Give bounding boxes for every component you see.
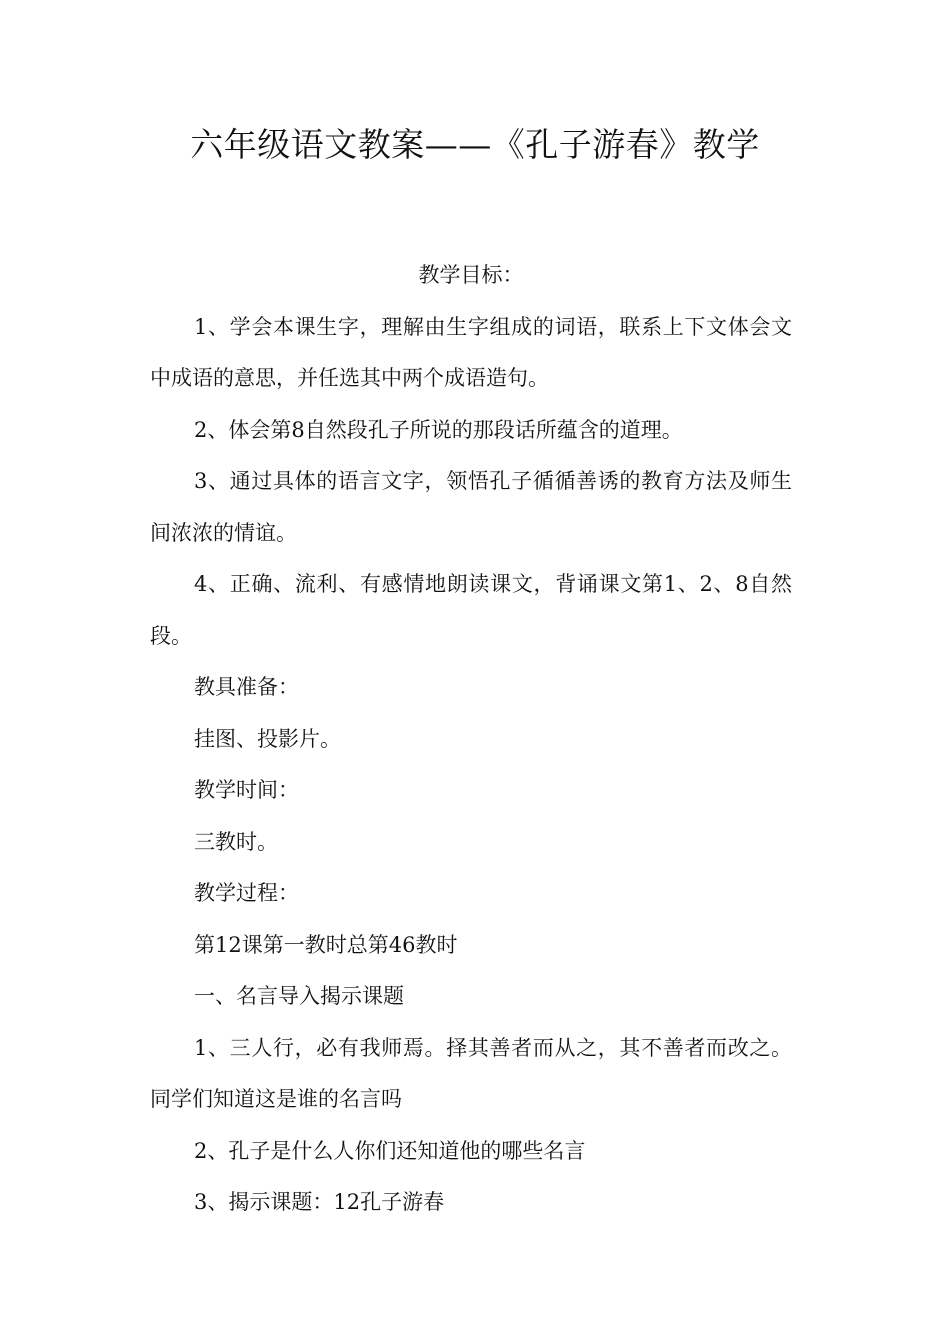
- time-text: 三教时。: [194, 829, 278, 854]
- process-item: 3、揭示课题：12孔子游春: [194, 1190, 445, 1214]
- lesson-info: 第12课第一教时总第46教时: [194, 932, 458, 957]
- objective-item: 1、学会本课生字，理解由生字组成的词语，联系上下文体会文中成语的意思，并任选其中两个成语造句。: [150, 314, 792, 390]
- section-heading-process: 教学过程：: [194, 881, 299, 905]
- document-title: 六年级语文教案——《孔子游春》教学: [190, 125, 760, 164]
- section-heading-objectives: 教学目标：: [418, 263, 524, 287]
- process-item: 1、三人行，必有我师焉。择其善者而从之，其不善者而改之。同学们知道这是谁的名言吗: [150, 1035, 792, 1111]
- document-body: [150, 250, 792, 1229]
- process-step-heading: 一、名言导入揭示课题: [194, 984, 404, 1008]
- objective-item: 4、正确、流利、有感情地朗读课文，背诵课文第1、2、8自然段。: [150, 572, 792, 648]
- objective-item: 3、通过具体的语言文字，领悟孔子循循善诱的教育方法及师生间浓浓的情谊。: [150, 469, 792, 545]
- materials-text: 挂图、投影片。: [194, 726, 341, 751]
- section-heading-time: 教学时间：: [194, 778, 299, 802]
- process-item: 2、孔子是什么人你们还知道他的哪些名言: [194, 1138, 586, 1163]
- objective-item: 2、体会第8自然段孔子所说的那段话所蕴含的道理。: [194, 417, 683, 442]
- section-heading-materials: 教具准备：: [194, 675, 299, 699]
